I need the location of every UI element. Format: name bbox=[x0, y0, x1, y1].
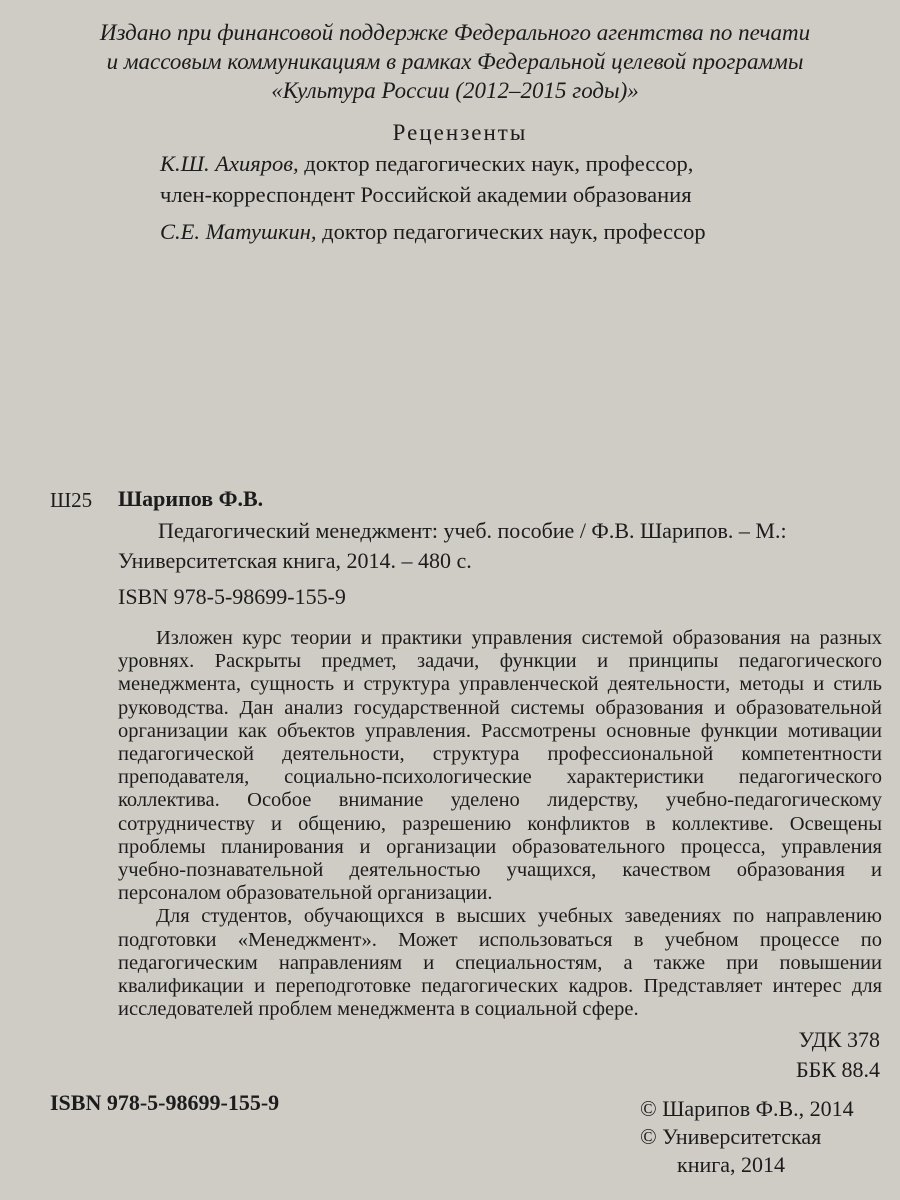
abstract bbox=[118, 627, 882, 1021]
udk-code: УДК 378 bbox=[798, 1027, 880, 1052]
copyright-publisher: © Университетская bbox=[640, 1124, 822, 1149]
abstract-paragraph-1: Изложен курс теории и практики управления системой образования на разных уровнях. Раскрыты предмет, задачи, функции и принципы педагогического менеджмента, сущность и структура управленческой деятельности, методы и стиль руководства. Дан анализ государственной системы образования и образовательной организации как объектов управления. Рассмотрены основные функции мотивации педагогической деятельности, структура профессиональной компетентности преподавателя, социально-психологические характеристики педагогического коллектива. Особое внимание уделено лидерству, учебно-педагогическому сотрудничеству и общению, разрешению конфликтов в коллективе. Освещены проблемы планирования и организации образовательного процесса, управления учебно-познавательной деятельностью учащихся, качеством образования и персоналом образовательной организации. bbox=[118, 627, 882, 905]
bibliographic-record bbox=[118, 516, 880, 576]
catalog-code: Ш25 bbox=[50, 488, 93, 512]
copyright-publisher-line-2: книга, 2014 bbox=[677, 1152, 786, 1177]
copyright-block bbox=[640, 1095, 854, 1179]
funding-line-2: и массовым коммуникациям в рамках Федеральной целевой программы bbox=[106, 49, 804, 74]
abstract-paragraph-2: Для студентов, обучающихся в высших учебных заведениях по направлению подготовки «Менеджмент». Может использоваться в учебном процессе по педагогическим направлениям и специальностям, а также при повышении квалификации и переподготовке педагогических кадров. Представляет интерес для исследователей проблем менеджмента в социальной сфере. bbox=[118, 905, 882, 1021]
reviewer-1-line-2: член-корреспондент Российской академии образования bbox=[160, 182, 692, 207]
biblio-line-1: Педагогический менеджмент: учеб. пособие / Ф.В. Шарипов. – М.: bbox=[158, 518, 787, 543]
reviewer-1-name: К.Ш. Ахияров, bbox=[160, 151, 299, 176]
isbn-footer: ISBN 978-5-98699-155-9 bbox=[50, 1090, 280, 1115]
reviewer-2 bbox=[160, 219, 706, 245]
funding-line-3: «Культура России (2012–2015 годы)» bbox=[271, 78, 639, 103]
copyright-author: © Шарипов Ф.В., 2014 bbox=[640, 1096, 854, 1121]
reviewer-2-name: С.Е. Матушкин, bbox=[160, 219, 317, 244]
isbn-record: ISBN 978-5-98699-155-9 bbox=[118, 584, 346, 609]
bbk-code: ББК 88.4 bbox=[796, 1057, 880, 1082]
reviewer-2-desc: доктор педагогических наук, профессор bbox=[316, 219, 706, 244]
funding-note bbox=[40, 18, 870, 105]
reviewers-heading: Рецензенты bbox=[392, 120, 528, 145]
author-name: Шарипов Ф.В. bbox=[118, 486, 264, 511]
reviewer-1-desc: доктор педагогических наук, профессор, bbox=[298, 151, 694, 176]
funding-line-1: Издано при финансовой поддержке Федерального агентства по печати bbox=[99, 20, 811, 45]
classification-codes bbox=[796, 1025, 880, 1085]
reviewer-1 bbox=[160, 151, 693, 177]
biblio-line-2: Университетская книга, 2014. – 480 с. bbox=[118, 548, 472, 573]
